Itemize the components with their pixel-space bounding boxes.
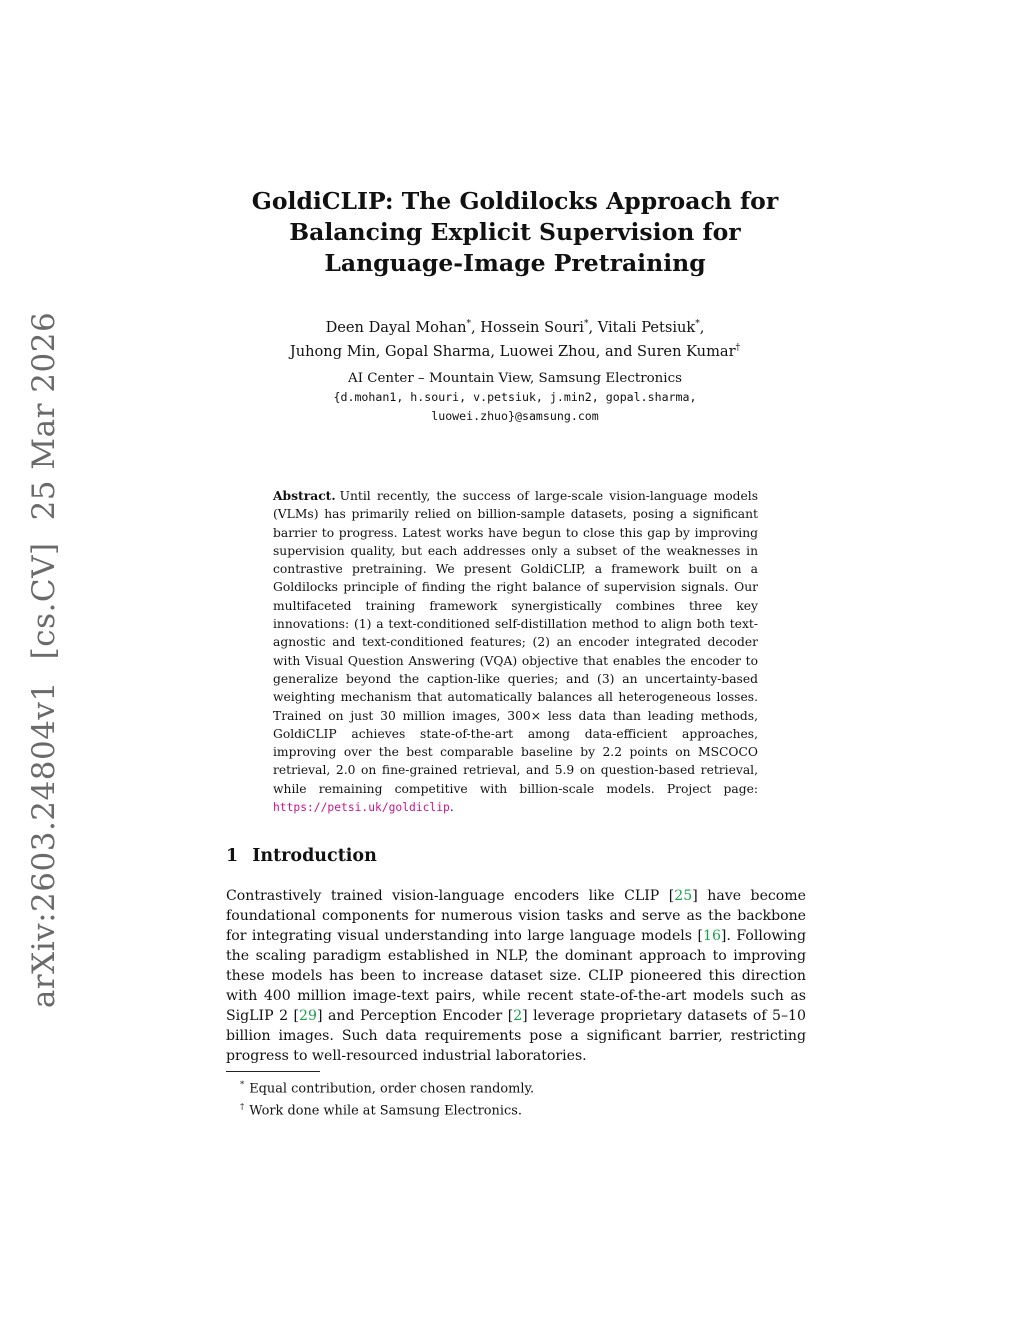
- abstract-label: Abstract.: [273, 488, 336, 503]
- footnote-mark: *: [240, 1080, 245, 1090]
- author-line-1: [200, 314, 830, 338]
- title-line: GoldiCLIP: The Goldilocks Approach for: [251, 187, 779, 215]
- paper-title: [200, 186, 830, 279]
- author-names: Juhong Min, Gopal Sharma, Luowei Zhou, and Suren Kumar: [289, 342, 736, 360]
- author-mark: *: [695, 319, 700, 329]
- email-line: luowei.zhuo}@samsung.com: [431, 409, 599, 423]
- footnote: [240, 1098, 534, 1120]
- section-heading: [226, 846, 377, 866]
- footnote-mark: †: [240, 1102, 245, 1113]
- title-line: Language-Image Pretraining: [324, 249, 706, 277]
- citation-link[interactable]: 16: [702, 928, 721, 944]
- arxiv-identifier: [26, 312, 62, 1008]
- intro-text: [: [507, 1008, 514, 1024]
- intro-text: [: [668, 888, 675, 904]
- intro-text: ]: [692, 888, 698, 904]
- organization: AI Center – Mountain View, Samsung Electronics: [348, 371, 682, 386]
- abstract: [273, 487, 758, 817]
- abstract-end: .: [449, 800, 454, 815]
- intro-text: [: [697, 928, 703, 944]
- title-line: Balancing Explicit Supervision for: [289, 218, 741, 246]
- author-mark: *: [466, 319, 471, 329]
- author-name: Vitali Petsiuk: [597, 318, 696, 336]
- citation-link[interactable]: 29: [299, 1008, 317, 1024]
- author-separator: ,: [699, 318, 705, 336]
- arxiv-date: 25 Mar 2026: [26, 311, 62, 521]
- arxiv-category: [cs.CV]: [26, 542, 62, 660]
- intro-text: have become foundational components for numerous vision tasks and serve as the backbone for integrating visual understanding into large language models: [226, 888, 806, 944]
- introduction-paragraph: [226, 886, 806, 1066]
- intro-text: and Perception Encoder: [322, 1008, 508, 1024]
- footnote-text: Equal contribution, order chosen randomly.: [249, 1081, 535, 1097]
- author-name: Hossein Souri: [480, 318, 584, 336]
- footnote-rule: [226, 1071, 320, 1072]
- author-separator: ,: [470, 318, 481, 336]
- author-mark: †: [735, 342, 741, 353]
- abstract-text: Until recently, the success of large-scale vision-language models (VLMs) has primarily relied on billion-sample datasets, posing a significant barrier to progress. Latest works have begun to close this gap by improving supervision quality, but each addresses only a subset of the weaknesses in contrastive pretraining. We present GoldiCLIP, a framework built on a Goldilocks principle of finding the right balance of supervision signals. Our multifaceted training framework synergistically combines three key innovations: (1) a text-conditioned self-distillation method to align both text-agnostic and text-conditioned features; (2) an encoder integrated decoder with Visual Question Answering (VQA) objective that enables the encoder to generalize beyond the caption-like queries; and (3) an uncertainty-based weighting mechanism that automatically balances all heterogeneous losses. Trained on just 30 million images, 300× less data than leading methods, GoldiCLIP achieves state-of-the-art among data-efficient approaches, improving over the best comparable baseline by 2.2 points on MSCOCO retrieval, 2.0 on fine-grained retrieval, and 5.9 on question-based retrieval, while remaining competitive with billion-scale models. Project page:: [273, 489, 758, 796]
- citation-link[interactable]: 25: [674, 888, 693, 904]
- affiliation: [200, 369, 830, 426]
- intro-text: leverage proprietary datasets of 5–10 billion images. Such data requirements pose a significant barrier, restricting progress to well-resourced industrial laboratories.: [226, 1008, 806, 1064]
- section-number: 1: [226, 846, 239, 866]
- author-name: Deen Dayal Mohan: [325, 318, 467, 336]
- intro-text: ]: [522, 1008, 528, 1024]
- intro-text: ]: [720, 928, 727, 944]
- citation-link[interactable]: 2: [513, 1008, 523, 1024]
- footnotes: [240, 1076, 534, 1121]
- intro-text: [: [293, 1008, 300, 1024]
- author-separator: ,: [588, 318, 598, 336]
- intro-text: Contrastively trained vision-language encoders like CLIP: [226, 888, 669, 904]
- email-line: {d.mohan1, h.souri, v.petsiuk, j.min2, gopal.sharma,: [333, 390, 697, 404]
- project-page-link[interactable]: https://petsi.uk/goldiclip: [273, 801, 450, 815]
- author-mark: *: [583, 319, 589, 329]
- intro-text: ]: [316, 1008, 323, 1024]
- footnote-text: Work done while at Samsung Electronics.: [249, 1103, 522, 1119]
- section-title: Introduction: [252, 846, 377, 866]
- author-line-2: [200, 338, 830, 362]
- arxiv-id: arXiv:2603.24804v1: [26, 681, 62, 1009]
- footnote: [240, 1076, 534, 1098]
- author-list: [200, 314, 830, 362]
- intro-text: . Following the scaling paradigm established in NLP, the dominant approach to improving these models has been to increase dataset size. CLIP pioneered this direction with 400 million image-text pairs, while recent state-of-the-art models such as SigLIP 2: [226, 928, 807, 1024]
